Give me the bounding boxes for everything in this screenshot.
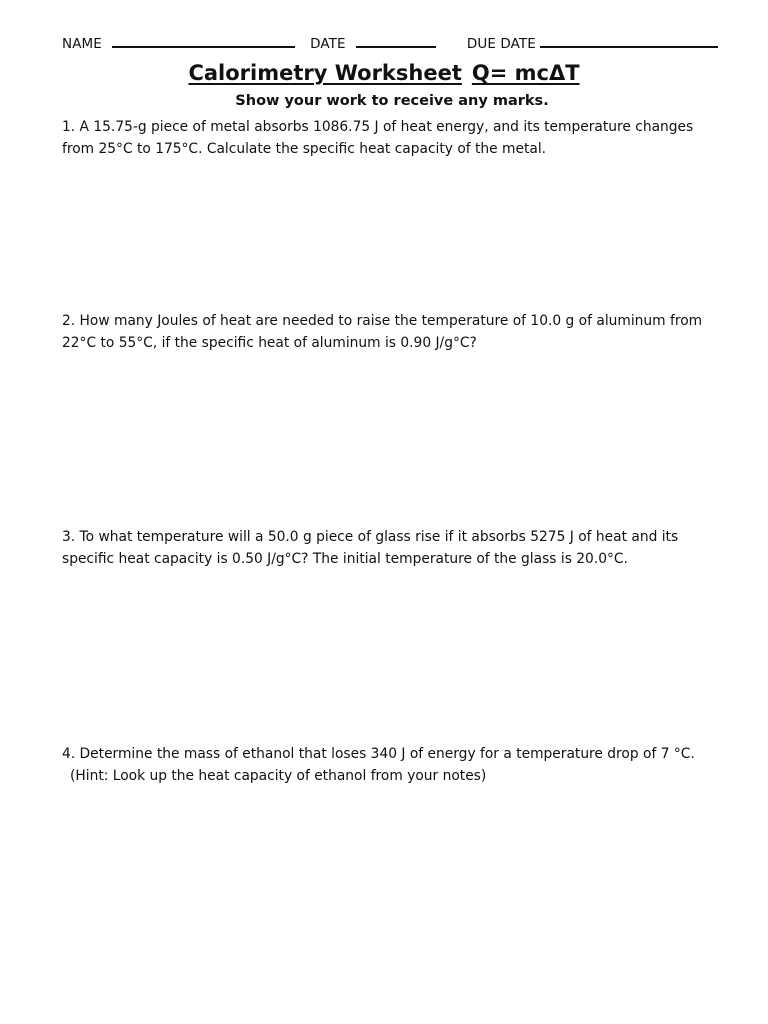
due-date-blank[interactable] [540, 36, 718, 48]
question-4-line-1: 4. Determine the mass of ethanol that loses 340 J of energy for a temperature drop of 7 °C. [62, 746, 695, 762]
worksheet-title [0, 61, 768, 85]
question-1-line-1: 1. A 15.75-g piece of metal absorbs 1086.75 J of heat energy, and its temperature changes [62, 119, 694, 135]
due-date-label: DUE DATE [466, 36, 536, 52]
heat-formula: Q= mcΔT [471, 61, 580, 85]
header-fields [62, 36, 722, 52]
instructions: Show your work to receive any marks. [235, 93, 549, 109]
question-1-line-2: from 25°C to 175°C. Calculate the specific heat capacity of the metal. [62, 141, 547, 157]
name-blank[interactable] [112, 36, 295, 48]
worksheet-title-text: Calorimetry Worksheet [188, 61, 462, 85]
date-label: DATE [310, 36, 346, 52]
question-2-line-2: 22°C to 55°C, if the specific heat of aluminum is 0.90 J/g°C? [62, 335, 477, 351]
date-blank[interactable] [356, 36, 436, 48]
question-2-line-1: 2. How many Joules of heat are needed to raise the temperature of 10.0 g of aluminum from [62, 313, 703, 329]
question-4 [62, 743, 732, 787]
question-3-line-1: 3. To what temperature will a 50.0 g piece of glass rise if it absorbs 5275 J of heat and its [62, 529, 679, 545]
question-3-line-2: specific heat capacity is 0.50 J/g°C? The initial temperature of the glass is 20.0°C. [62, 551, 628, 567]
question-2 [62, 310, 732, 354]
question-1 [62, 116, 732, 160]
question-4-hint: (Hint: Look up the heat capacity of ethanol from your notes) [70, 768, 487, 784]
name-label: NAME [62, 36, 102, 52]
question-3 [62, 526, 732, 570]
